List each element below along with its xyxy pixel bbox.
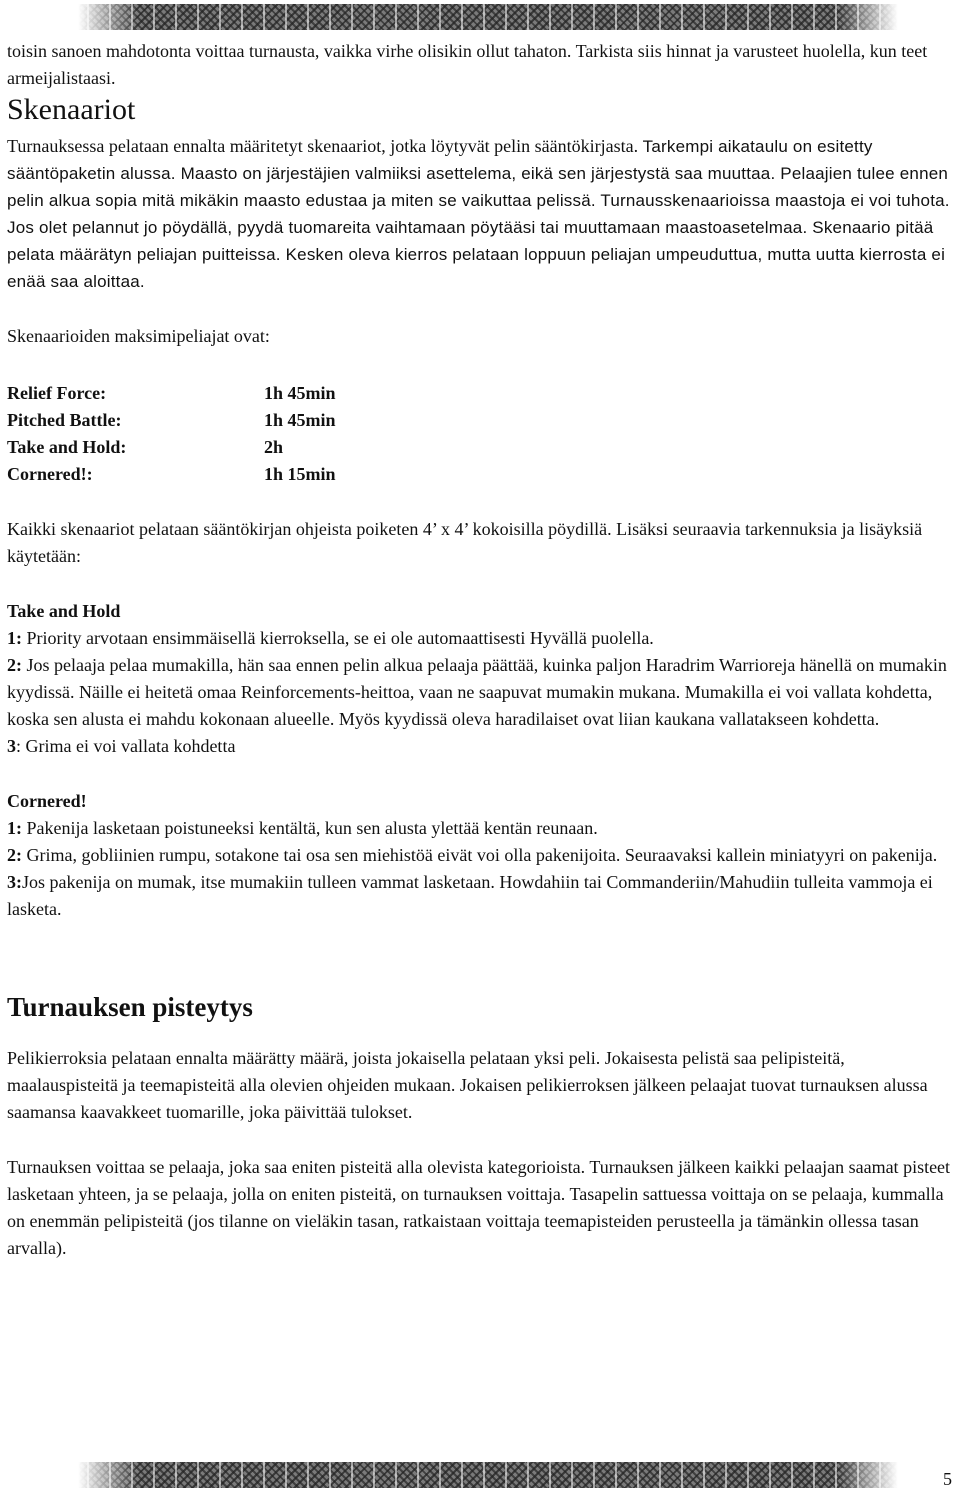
scenario-time: 1h 45min (264, 410, 336, 430)
scenario-time: 1h 15min (264, 464, 336, 484)
cornered-title: Cornered! (7, 791, 87, 811)
limits-intro: Skenaarioiden maksimipeliajat ovat: (7, 326, 270, 346)
scoring-paragraph-1: Pelikierroksia pelataan ennalta määrätty määrä, joista jokaisella pelataan yksi peli. Jokaisesta pelistä saa pelipisteitä, maalauspisteitä ja teemapisteitä alla olevien ohjeiden mukaan. Jokaisen pelikierroksen jälkeen pelaajat tuovat turnauksen alussa saamansa kaavakkeet tuomarille, joka päivittää tulokset. (7, 1048, 928, 1122)
scenario-name: Take and Hold: (7, 437, 127, 457)
cornered-rule-2 (7, 842, 953, 869)
take-and-hold-rule-2 (7, 652, 953, 733)
time-limits-table (7, 380, 336, 488)
scenarios-sans-text: Tarkempi aikataulu on esitetty sääntöpaketin alussa. Maasto on järjestäjien valmiiksi asettelema, eikä sen järjestystä saa muuttaa. Pelaajien tulee ennen pelin alkua sopia mitä mikäkin maasto edustaa ja miten se vaikuttaa pelissä. Turnausskenaarioissa maastoja ei voi tuhota. Jos olet pelannut jo pöydällä, pyydä tuomareita vaihtamaan pöytääsi tai muuttamaan maastoasetelmaa. Skenaario pitää pelata määrätyn peliajan puitteissa. Kesken oleva kierros pelataan loppuun peliajan umpeuduttua, mutta uutta kierrosta ei enää saa aloittaa. (7, 137, 950, 291)
rule-number: 1: (7, 818, 22, 838)
table-row (7, 380, 336, 407)
table-row (7, 461, 336, 488)
rule-text: Priority arvotaan ensimmäisellä kierroksella, se ei ole automaattisesti Hyvällä puolella. (22, 628, 654, 648)
table-row (7, 434, 336, 461)
rule-number: 1: (7, 628, 22, 648)
scenario-time: 1h 45min (264, 383, 336, 403)
rule-number: 2: (7, 655, 22, 675)
decorative-header-border (78, 4, 898, 30)
intro-paragraph: toisin sanoen mahdotonta voittaa turnausta, vaikka virhe olisikin ollut tahaton. Tarkista siis hinnat ja varusteet huolella, kun teet armeijalistaasi. (7, 41, 928, 88)
cornered-rule-1 (7, 815, 953, 842)
take-and-hold-rule-1 (7, 625, 953, 652)
scoring-heading: Turnauksen pisteytys (7, 992, 253, 1022)
rule-text: Grima, gobliinien rumpu, sotakone tai osa sen miehistöä eivät voi olla pakenijoita. Seuraavaksi kallein miniatyyri on pakenija. (22, 845, 938, 865)
scenario-name: Relief Force: (7, 383, 107, 403)
scenario-time: 2h (264, 437, 284, 457)
page-content (7, 38, 953, 1262)
cornered-rule-3 (7, 869, 953, 923)
scoring-paragraph-2: Turnauksen voittaa se pelaaja, joka saa eniten pisteitä alla olevista kategorioista. Turnauksen jälkeen kaikki pelaajan saamat pisteet lasketaan yhteen, ja se pelaaja, jolla on eniten pisteitä, on turnauksen voittaja. Tasapelin sattuessa voittaja on se pelaaja, kummalla on enemmän pelipisteitä (jos tilanne on vieläkin tasan, ratkaistaan voittaja teemapisteiden perusteella ja tämänkin ollessa tasan arvalla). (7, 1157, 951, 1258)
table-note-paragraph: Kaikki skenaariot pelataan sääntökirjan ohjeista poiketen 4’ x 4’ kokoisilla pöydillä. Lisäksi seuraavia tarkennuksia ja lisäyksiä käytetään: (7, 519, 923, 566)
scenarios-heading: Skenaariot (7, 93, 136, 126)
rule-text: Jos pelaaja pelaa mumakilla, hän saa ennen pelin alkua pelaaja päättää, kuinka paljon Haradrim Warrioreja hänellä on mumakin kyydissä. Näille ei heitetä omaa Reinforcements-heittoa, vaan ne saapuvat mumakin mukana. Mumakilla ei voi vallata kohdetta, koska sen alusta ei mahdu kokonaan alueelle. Myös kyydissä oleva haradilaiset ovat liian kaukana vallatakseen kohdetta. (7, 655, 947, 729)
rule-text: Jos pakenija on mumak, itse mumakiin tulleen vammat lasketaan. Howdahiin tai Commanderiin/Mahudiin tulleita vammoja ei lasketa. (7, 872, 933, 919)
rule-number: 3 (7, 736, 16, 756)
scenarios-paragraph (7, 133, 953, 295)
rule-text: Pakenija lasketaan poistuneeksi kentältä, kun sen alusta ylettää kentän reunaan. (22, 818, 598, 838)
scenario-name: Cornered!: (7, 464, 93, 484)
scenario-name: Pitched Battle: (7, 410, 122, 430)
scenarios-serif-text: Turnauksessa pelataan ennalta määritetyt skenaariot, jotka löytyvät pelin sääntökirjasta. (7, 136, 639, 156)
take-and-hold-rule-3 (7, 733, 953, 760)
take-and-hold-title: Take and Hold (7, 601, 121, 621)
decorative-footer-border (78, 1462, 898, 1488)
rule-number: 3: (7, 872, 22, 892)
rule-number: 2: (7, 845, 22, 865)
rule-text: : Grima ei voi vallata kohdetta (16, 736, 236, 756)
page-number: 5 (943, 1469, 952, 1489)
table-row (7, 407, 336, 434)
